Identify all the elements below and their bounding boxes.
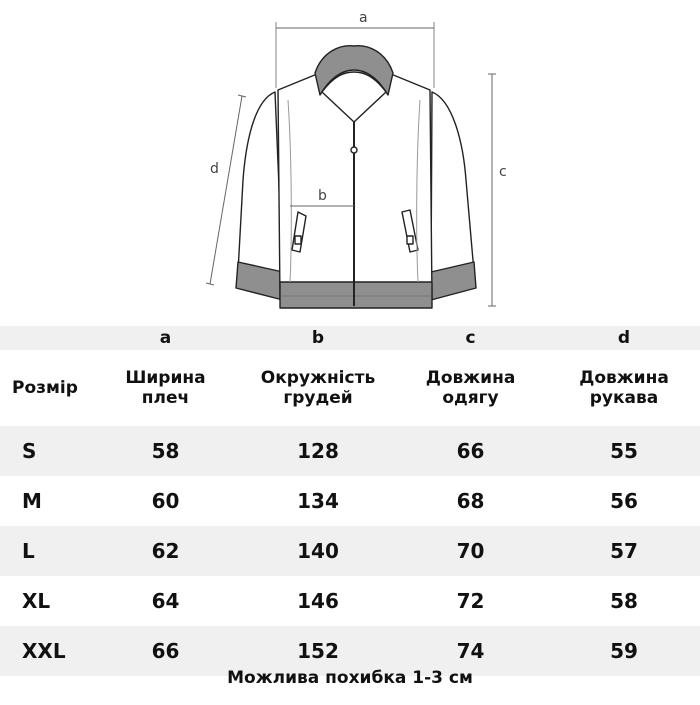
- value-cell: 152: [297, 639, 339, 663]
- header-line: Розмір: [12, 378, 78, 398]
- header-size: [0, 378, 88, 398]
- header-line: Ширина: [125, 368, 206, 388]
- value-cell: 128: [297, 439, 339, 463]
- value-cell: 59: [610, 639, 638, 663]
- header-line: Довжина: [579, 368, 669, 388]
- value-cell: 66: [456, 439, 485, 463]
- size-table: [0, 326, 700, 676]
- table-letter-row: [0, 326, 700, 350]
- value-cell: 74: [456, 639, 485, 663]
- dimension-d-line: [210, 96, 242, 284]
- value-cell: 55: [610, 439, 638, 463]
- dimension-d-label: d: [210, 161, 219, 177]
- value-cell: 60: [151, 489, 180, 513]
- dimension-b-label: b: [318, 188, 327, 204]
- header-line: грудей: [283, 388, 353, 408]
- table-row: [0, 576, 700, 626]
- header-line: одягу: [442, 388, 499, 408]
- letter-cell: c: [465, 328, 476, 348]
- left-sleeve: [238, 92, 283, 282]
- value-cell: 72: [456, 589, 485, 613]
- value-cell: 58: [151, 439, 180, 463]
- value-cell: 66: [151, 639, 180, 663]
- value-cell: 68: [456, 489, 485, 513]
- hem-band: [280, 282, 432, 308]
- value-cell: 56: [610, 489, 638, 513]
- size-cell: XXL: [22, 639, 66, 663]
- header-line: Довжина: [425, 368, 516, 388]
- dimension-a-label: a: [359, 10, 368, 26]
- header-length: [393, 368, 548, 408]
- header-shoulder-width: [88, 368, 243, 408]
- jacket-measurement-diagram: [0, 0, 700, 325]
- size-cell: L: [22, 539, 35, 563]
- letter-cell: a: [159, 328, 172, 348]
- header-sleeve: [548, 368, 700, 408]
- header-line: Окружність: [260, 368, 376, 388]
- value-cell: 134: [297, 489, 339, 513]
- header-line: плеч: [141, 388, 190, 408]
- value-cell: 146: [297, 589, 339, 613]
- size-cell: S: [22, 439, 37, 463]
- value-cell: 64: [151, 589, 180, 613]
- value-cell: 70: [456, 539, 485, 563]
- value-cell: 140: [297, 539, 339, 563]
- letter-cell: b: [311, 328, 325, 348]
- header-chest: [243, 368, 393, 408]
- table-row: [0, 426, 700, 476]
- dimension-c-label: c: [499, 164, 507, 180]
- letter-cell: d: [617, 328, 631, 348]
- size-cell: XL: [22, 589, 51, 613]
- table-row: [0, 476, 700, 526]
- value-cell: 58: [610, 589, 638, 613]
- size-cell: M: [22, 489, 42, 513]
- table-row: [0, 526, 700, 576]
- header-line: рукава: [589, 388, 659, 408]
- tolerance-note: Можлива похибка 1-3 см: [227, 668, 473, 688]
- value-cell: 57: [610, 539, 638, 563]
- table-header-row: [0, 350, 700, 426]
- right-sleeve: [431, 92, 474, 282]
- value-cell: 62: [151, 539, 180, 563]
